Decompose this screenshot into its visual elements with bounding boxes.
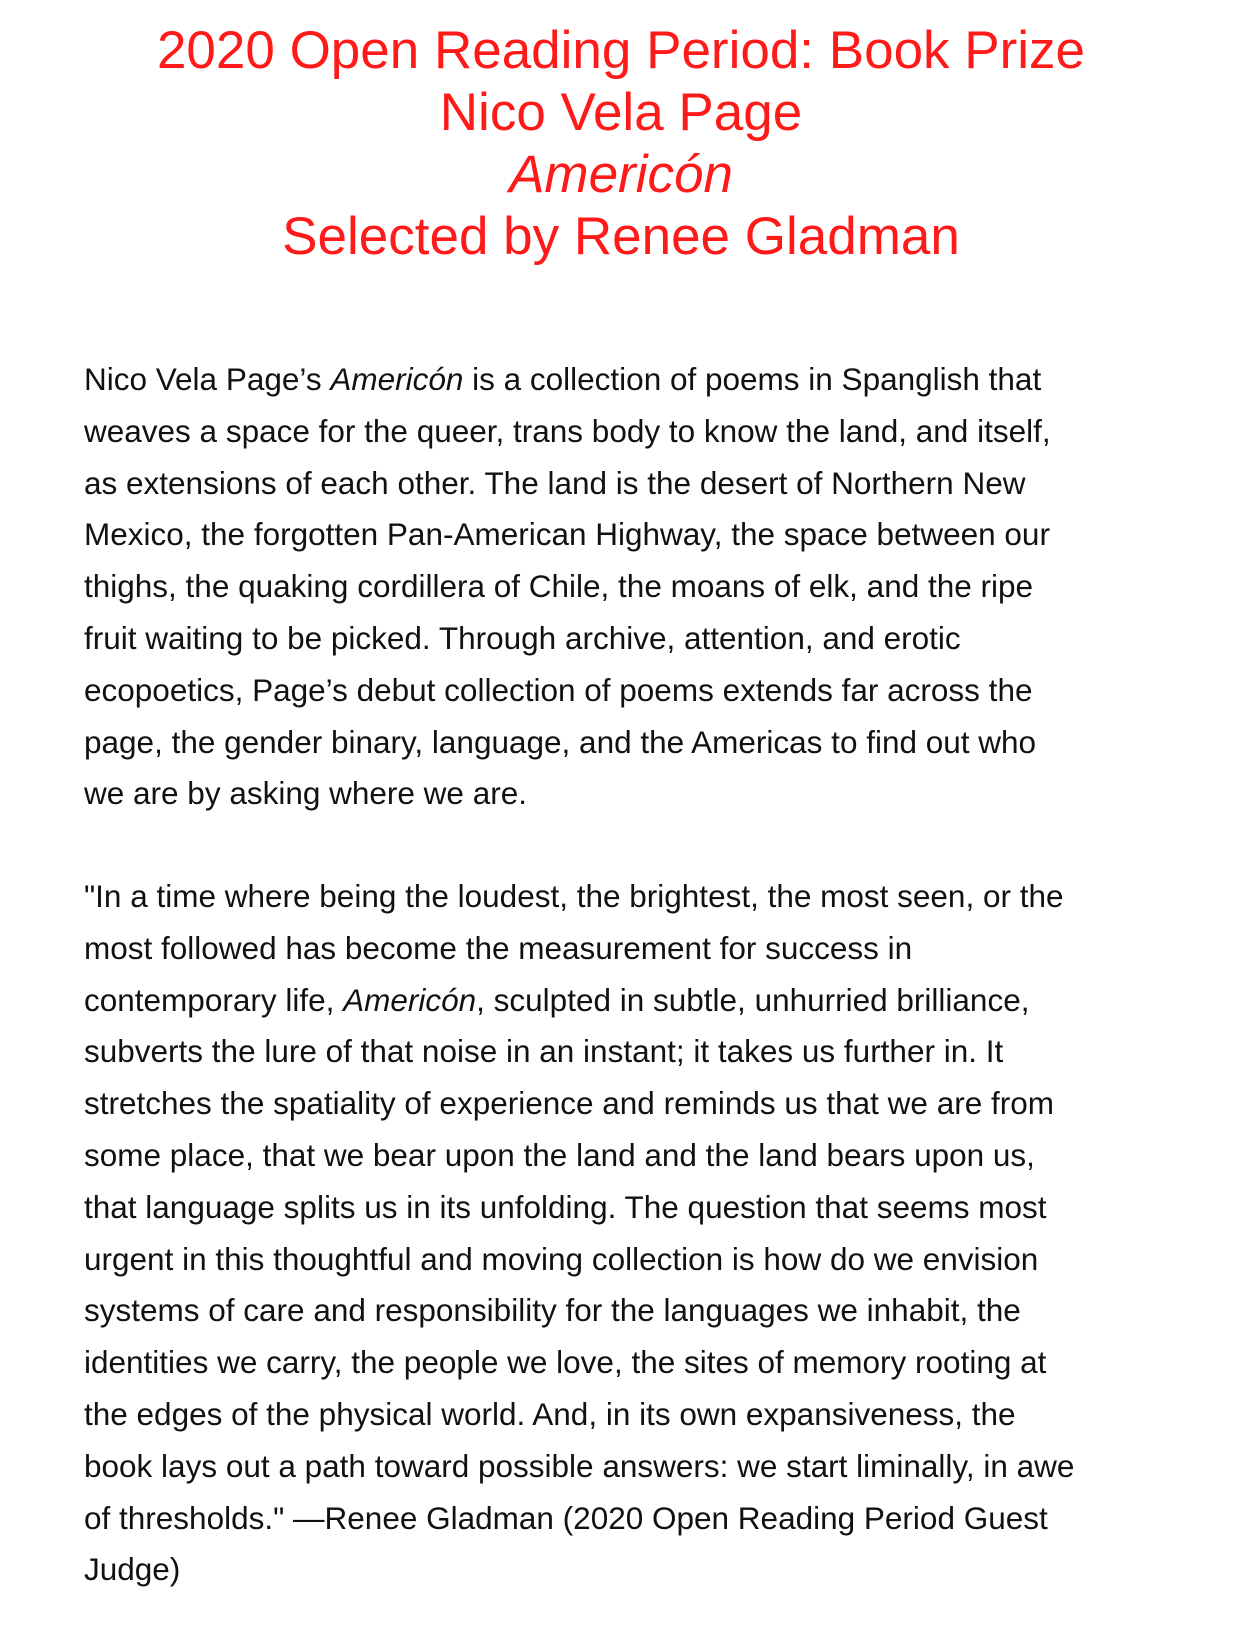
book-title-inline: Americón: [343, 981, 477, 1018]
text-line: identities we carry, the people we love, the sites of memory rooting at: [84, 1344, 1047, 1381]
text-line: most followed has become the measurement for success in: [84, 929, 913, 966]
text-line: ecopoetics, Page’s debut collection of poems extends far across the: [84, 671, 1033, 708]
text-line: Judge): [84, 1551, 181, 1588]
judge-line: Selected by Renee Gladman: [282, 207, 960, 266]
text-line: the edges of the physical world. And, in its own expansiveness, the: [84, 1395, 1016, 1432]
judge-quote-paragraph: [84, 871, 1184, 1596]
text-span: contemporary life,: [84, 981, 344, 1018]
book-title: Americón: [509, 145, 733, 204]
text-line: Mexico, the forgotten Pan-American Highway, the space between our: [84, 516, 1050, 553]
book-title-inline: Americón: [330, 361, 464, 397]
text-line: as extensions of each other. The land is the desert of Northern New: [84, 464, 1026, 501]
author-name: Nico Vela Page: [439, 83, 803, 142]
text-span: , sculpted in subtle, unhurried brilliance,: [476, 981, 1030, 1018]
text-line: [84, 354, 1184, 406]
text-line: systems of care and responsibility for the languages we inhabit, the: [84, 1292, 1021, 1329]
text-line: page, the gender binary, language, and the Americas to find out who: [84, 723, 1037, 760]
text-line: urgent in this thoughtful and moving collection is how do we envision: [84, 1240, 1039, 1277]
text-line: subverts the lure of that noise in an instant; it takes us further in. It: [84, 1033, 1004, 1070]
text-line: [84, 975, 1184, 1027]
text-line: book lays out a path toward possible answers: we start liminally, in awe: [84, 1447, 1075, 1484]
text-line: some place, that we bear upon the land and the land bears upon us,: [84, 1136, 1035, 1173]
text-line: "In a time where being the loudest, the brightest, the most seen, or the: [84, 878, 1064, 914]
text-span: Nico Vela Page’s: [84, 361, 331, 397]
text-line: of thresholds." —Renee Gladman (2020 Open Reading Period Guest: [84, 1499, 1048, 1536]
text-span: is a collection of poems in Spanglish that: [463, 361, 1042, 397]
text-line: that language splits us in its unfolding. The question that seems most: [84, 1188, 1047, 1225]
text-line: we are by asking where we are.: [84, 775, 527, 812]
announcement-header: [0, 20, 1242, 268]
prize-title: 2020 Open Reading Period: Book Prize: [156, 21, 1086, 80]
text-line: thighs, the quaking cordillera of Chile, the moans of elk, and the ripe: [84, 568, 1034, 605]
text-line: fruit waiting to be picked. Through archive, attention, and erotic: [84, 619, 961, 656]
text-line: stretches the spatiality of experience and reminds us that we are from: [84, 1085, 1054, 1122]
book-description-paragraph: [84, 354, 1184, 820]
text-line: weaves a space for the queer, trans body to know the land, and itself,: [84, 412, 1051, 449]
